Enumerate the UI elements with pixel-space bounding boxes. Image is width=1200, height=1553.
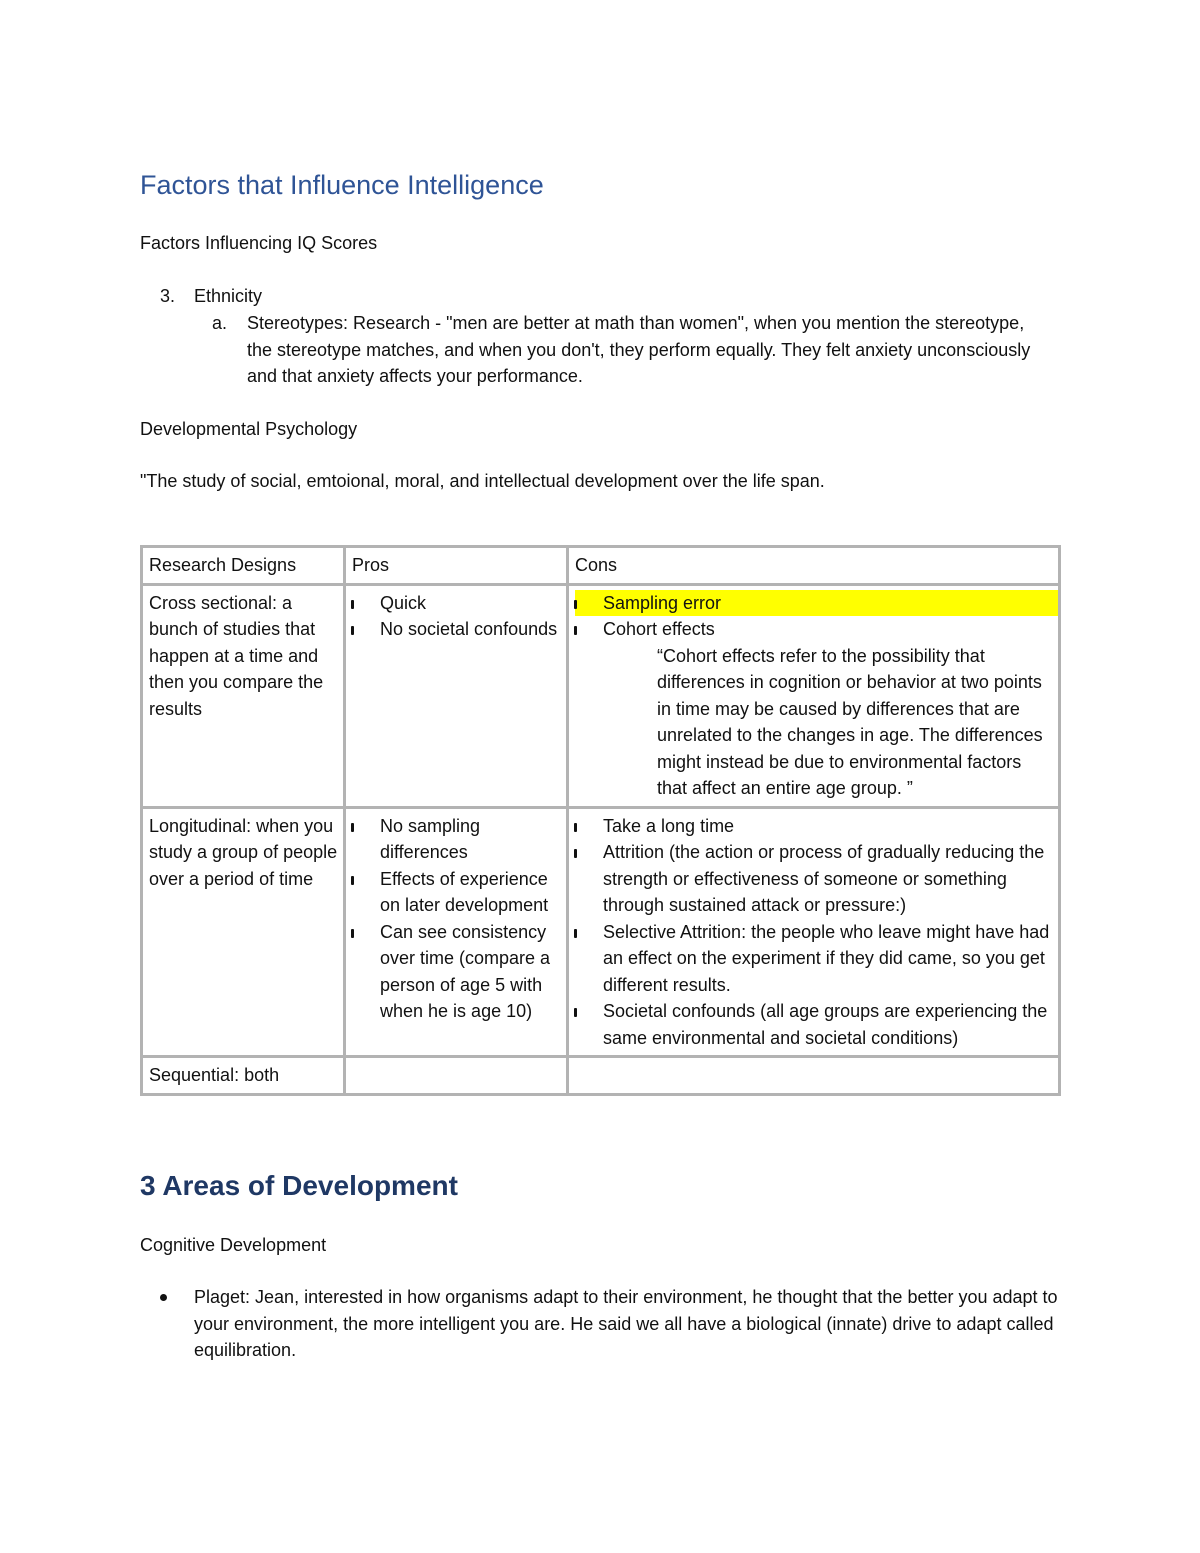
pros-item: Effects of experience on later development	[352, 866, 561, 919]
cons-cell	[568, 584, 1060, 807]
cons-item: Cohort effects	[575, 616, 1053, 643]
sub-item-letter: a.	[212, 313, 228, 333]
highlighted-text: Sampling error	[575, 590, 1058, 617]
header-pros: Pros	[345, 547, 568, 585]
pros-item: No societal confounds	[352, 616, 561, 643]
pros-item: Can see consistency over time (compare a person of age 5 with when he is age 10)	[352, 919, 561, 1025]
research-designs-table	[140, 545, 1061, 1096]
table-row	[142, 1057, 1060, 1095]
design-cell: Sequential: both	[142, 1057, 345, 1095]
definition-paragraph: "The study of social, emtoional, moral, and intellectual development over the life span.	[140, 471, 825, 491]
cohort-effects-quote: “Cohort effects refer to the possibility that differences in cognition or behavior at two points in time may be caused by differences that are unrelated to the changes in age. The differences might instead be due to environmental factors that affect an entire age group. ”	[657, 645, 1043, 798]
pros-item: No sampling differences	[352, 813, 561, 866]
design-cell: Longitudinal: when you study a group of people over a period of time	[142, 807, 345, 1057]
bullet-icon	[160, 1294, 167, 1301]
pros-cell	[345, 807, 568, 1057]
table-row	[142, 807, 1060, 1057]
list-item-text: Ethnicity	[194, 286, 263, 306]
cons-cell	[568, 807, 1060, 1057]
sub-item-text: Stereotypes: Research - "men are better at math than women", when you mention the stereotype, the stereotype matches, and when you don't, they perform equally. They felt anxiety unconsciously and that anxiety affects your performance.	[247, 313, 1031, 386]
pros-item: Quick	[352, 590, 561, 617]
cons-item: Take a long time	[575, 813, 1053, 840]
subheading-iq-scores: Factors Influencing IQ Scores	[140, 233, 378, 253]
cons-item-highlighted	[575, 590, 1053, 617]
subheading-cognitive-development: Cognitive Development	[140, 1235, 327, 1255]
list-number: 3.	[160, 286, 176, 306]
plaget-text: Plaget: Jean, interested in how organisms adapt to their environment, he thought that the better you adapt to your environment, the more intelligent you are. He said we all have a biological (innate) drive to adapt called equilibration.	[194, 1287, 1058, 1360]
cons-item: Societal confounds (all age groups are experiencing the same environmental and societal conditions)	[575, 998, 1053, 1051]
document-title: Factors that Influence Intelligence	[140, 170, 544, 200]
cons-item: Attrition (the action or process of gradually reducing the strength or effectiveness of someone or something through sustained attack or pressure:)	[575, 839, 1053, 919]
design-cell: Cross sectional: a bunch of studies that happen at a time and then you compare the results	[142, 584, 345, 807]
cons-cell-empty	[568, 1057, 1060, 1095]
table-row	[142, 584, 1060, 807]
section-heading: 3 Areas of Development	[140, 1170, 458, 1201]
cons-item: Selective Attrition: the people who leave might have had an effect on the experiment if they did came, so you get different results.	[575, 919, 1053, 999]
table-header-row	[142, 547, 1060, 585]
pros-cell	[345, 584, 568, 807]
header-research-designs: Research Designs	[142, 547, 345, 585]
header-cons: Cons	[568, 547, 1060, 585]
subheading-developmental-psychology: Developmental Psychology	[140, 419, 358, 439]
pros-cell-empty	[345, 1057, 568, 1095]
